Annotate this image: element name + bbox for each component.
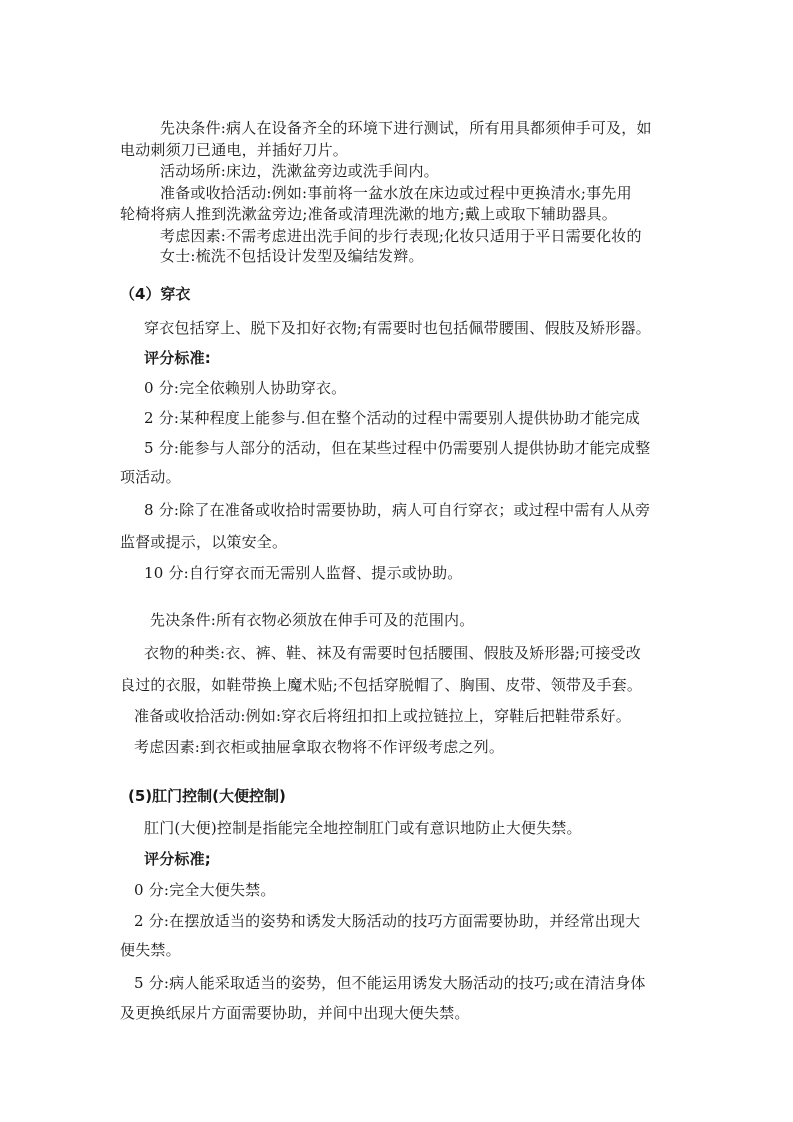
prep-line-1: 准备或收拾活动:例如:事前将一盆水放在床边或过程中更换清水;事先用 [160,184,632,202]
dressing-heading: （4）穿衣 [120,285,191,303]
bowel-score-0: 0 分:完全大便失禁。 [134,881,276,899]
prep-line-2: 轮椅将病人推到洗漱盆旁边;准备或清理洗漱的地方;戴上或取下辅助器具。 [120,205,617,223]
dressing-score-8-line-2: 监督或提示，以策安全。 [120,533,288,551]
consider-line-1: 考虑因素:不需考虑进出洗手间的步行表现;化妆只适用于平日需要化妆的 [160,227,642,245]
bowel-score-2-line-1: 2 分:在摆放适当的姿势和诱发大肠活动的技巧方面需要协助，并经常出现大 [134,912,641,930]
dressing-score-2: 2 分:某种程度上能参与.但在整个活动的过程中需要别人提供协助才能完成 [144,409,641,427]
bowel-score-5-line-1: 5 分:病人能采取适当的姿势，但不能运用诱发大肠活动的技巧;或在清洁身体 [134,974,646,992]
dressing-types-line-2: 良过的衣服，如鞋带换上魔术贴;不包括穿脱帽了、胸围、皮带、领带及手套。 [120,676,643,694]
venue-line: 活动场所:床边，洗漱盆旁边或洗手间内。 [160,162,439,180]
prereq-line-2: 电动刺须刀已通电，并插好刀片。 [120,141,349,159]
bowel-score-2-line-2: 便失禁。 [120,941,181,959]
bowel-intro: 肛门(大便)控制是指能完全地控制肛门或有意识地防止大便失禁。 [144,819,582,837]
bowel-heading: (5)肛门控制(大便控制) [128,787,286,805]
dressing-prep: 准备或收拾活动:例如:穿衣后将纽扣扣上或拉链拉上，穿鞋后把鞋带系好。 [134,707,631,725]
prereq-line-1: 先决条件:病人在设备齐全的环境下进行测试，所有用具都须伸手可及，如 [160,119,652,137]
dressing-score-5-line-1: 5 分:能参与人部分的活动，但在某些过程中仍需要别人提供协助才能完成整 [144,439,651,457]
dressing-score-0: 0 分:完全依赖别人协助穿衣。 [144,379,347,397]
dressing-criteria-label: 评分标准: [144,349,211,367]
dressing-score-5-line-2: 项活动。 [120,468,181,486]
dressing-score-10: 10 分:自行穿衣而无需别人监督、提示或协助。 [144,564,463,582]
dressing-prereq: 先决条件:所有衣物必须放在伸手可及的范围内。 [150,611,475,629]
dressing-types-line-1: 衣物的种类:衣、裤、鞋、袜及有需要时包括腰围、假肢及矫形器;可接受改 [144,644,641,662]
consider-line-2: 女士:梳洗不包括设计发型及编结发辫。 [160,247,424,265]
dressing-intro: 穿衣包括穿上、脱下及扣好衣物;有需要时也包括佩带腰围、假肢及矫形器。 [144,319,651,337]
bowel-score-5-line-2: 及更换纸尿片方面需要协助，并间中出现大便失禁。 [120,1004,470,1022]
bowel-criteria-label: 评分标准; [144,850,211,868]
dressing-consider: 考虑因素:到衣柜或抽屉拿取衣物将不作评级考虑之列。 [134,738,505,756]
dressing-score-8-line-1: 8 分:除了在准备或收拾时需要协助，病人可自行穿衣；或过程中需有人从旁 [144,501,651,519]
